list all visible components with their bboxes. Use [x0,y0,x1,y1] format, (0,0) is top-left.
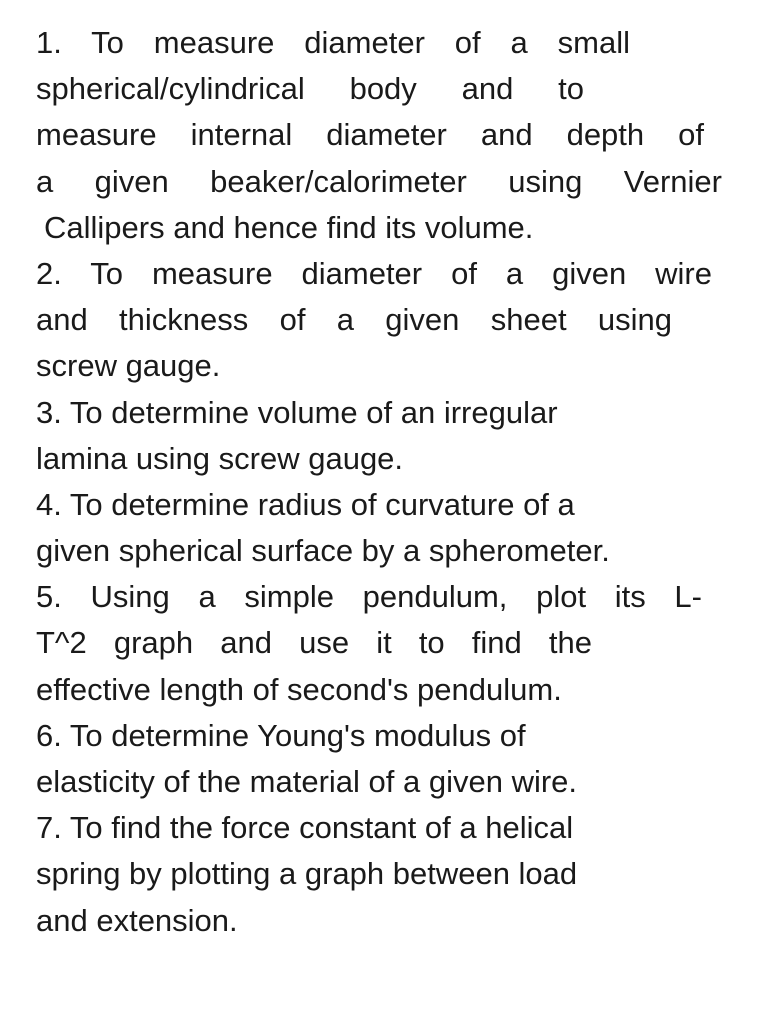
experiment-list [36,20,736,944]
text-line: measure internal diameter and depth of [36,117,704,153]
text-line: effective length of second's pendulum. [36,671,562,707]
text-line: 4. To determine radius of curvature of a [36,486,575,522]
text-line: Callipers and hence find its volume. [44,209,534,245]
text-line: 6. To determine Young's modulus of [36,717,526,753]
text-line: given spherical surface by a spherometer. [36,533,610,569]
text-line: 5. Using a simple pendulum, plot its L- [36,579,702,615]
list-item [36,390,736,482]
list-item [36,20,736,251]
text-line: a given beaker/calorimeter using Vernier [36,163,722,199]
text-line: screw gauge. [36,348,221,384]
text-line: elasticity of the material of a given wire. [36,764,578,799]
text-line: and thickness of a given sheet using [36,302,672,338]
text-line: spring by plotting a graph between load [36,856,578,892]
list-item [36,805,736,944]
list-item [36,251,736,390]
list-item [36,713,736,805]
text-line: T^2 graph and use it to find the [36,625,592,661]
text-line: 2. To measure diameter of a given wire [36,255,712,291]
text-line: 7. To find the force constant of a helical [36,810,574,846]
text-line: 1. To measure diameter of a small [36,25,630,60]
text-line: lamina using screw gauge. [36,440,404,476]
text-line: and extension. [36,902,238,938]
list-item [36,482,736,574]
text-line: spherical/cylindrical body and to [36,71,584,107]
list-item [36,574,736,713]
text-line: 3. To determine volume of an irregular [36,394,558,430]
